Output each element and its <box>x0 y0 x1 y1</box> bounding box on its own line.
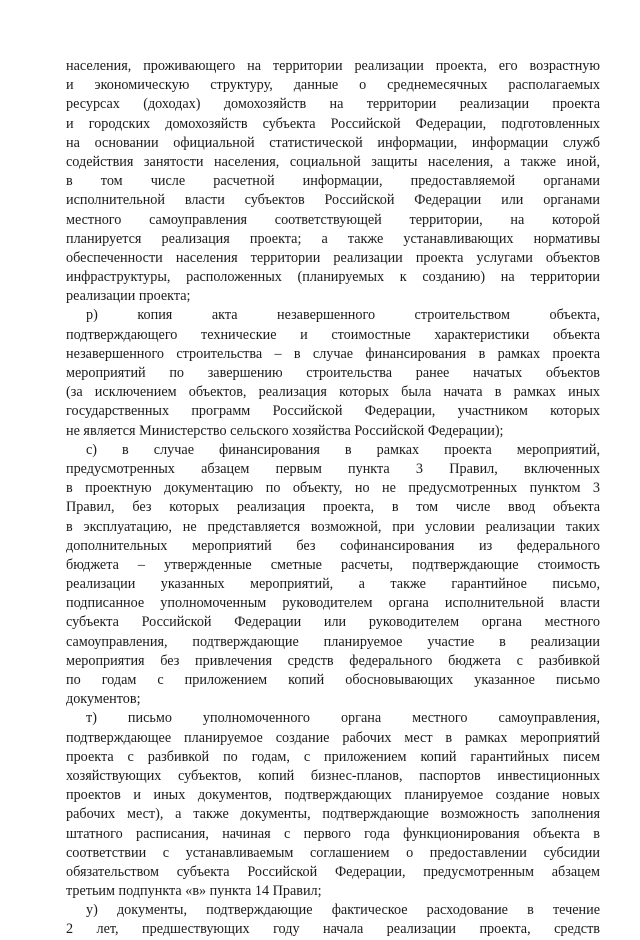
text-line: проекта с разбивкой по годам, с приложением копий гарантийных писем <box>66 748 600 765</box>
text-line: документов; <box>66 691 141 708</box>
text-line: субъекта Российской Федерации или руководителем органа местного <box>66 614 600 631</box>
text-line: подписанное уполномоченным руководителем органа исполнительной власти <box>66 595 600 612</box>
text-line: 2 лет, предшествующих году начала реализации проекта, средств <box>66 921 600 938</box>
text-line: третьим подпункта «в» пункта 14 Правил; <box>66 883 322 900</box>
text-line: в проектную документацию по объекту, но не предусмотренных пунктом 3 <box>66 480 600 497</box>
text-line: незавершенного строительства – в случае финансирования в рамках проекта <box>66 345 600 362</box>
text-line: (за исключением объектов, реализация которых была начата в рамках иных <box>66 384 600 401</box>
text-line: населения, проживающего на территории реализации проекта, его возрастную <box>66 58 600 74</box>
text-line: инфраструктуры, расположенных (планируемых к созданию) на территории <box>66 269 600 286</box>
text-line: хозяйствующих субъектов, копий бизнес-планов, паспортов инвестиционных <box>66 767 600 784</box>
text-line: штатного расписания, начиная с первого года функционирования объекта в <box>66 825 600 842</box>
text-line: исполнительной власти субъектов Российской Федерации или органами <box>66 192 600 209</box>
document-body <box>66 57 600 940</box>
text-line: самоуправления, подтверждающие планируемое участие в реализации <box>66 633 600 650</box>
text-line: подтверждающего технические и стоимостные характеристики объекта <box>66 326 600 343</box>
text-line: у) документы, подтверждающие фактическое расходование в течение <box>86 902 600 919</box>
text-line: местного самоуправления соответствующей территории, на которой <box>66 211 600 228</box>
text-line: мероприятий по завершению строительства ранее начатых объектов <box>66 365 600 381</box>
text-line: в том числе расчетной информации, предоставляемой органами <box>66 173 600 190</box>
text-line: ресурсах (доходах) домохозяйств на территории реализации проекта <box>66 96 600 113</box>
text-line: бюджета – утвержденные сметные расчеты, подтверждающие стоимость <box>66 556 600 573</box>
text-line: обязательством субъекта Российской Федерации, предусмотренным абзацем <box>66 863 600 880</box>
text-line: подтверждающее планируемое создание рабочих мест в рамках мероприятий <box>66 729 600 746</box>
text-line: Правил, без которых реализация проекта, в том числе ввод объекта <box>66 499 600 516</box>
text-line: проектов и иных документов, подтверждающих планируемое создание новых <box>66 787 600 804</box>
text-line: обеспеченности населения территории реализации проекта услугами объектов <box>66 249 600 266</box>
text-line: планируется реализация проекта; а также устанавливающих нормативы <box>66 230 600 247</box>
text-line: предусмотренных абзацем первым пункта 3 Правил, включенных <box>66 460 600 477</box>
text-line: реализации указанных мероприятий, а также гарантийное письмо, <box>66 576 600 593</box>
text-line: мероприятия без привлечения средств федерального бюджета с разбивкой <box>66 652 600 669</box>
text-line: в эксплуатацию, не представляется возможной, при условии реализации таких <box>66 518 600 535</box>
text-line: дополнительных мероприятий без софинансирования из федерального <box>66 537 600 554</box>
text-line: и экономическую структуру, данные о среднемесячных располагаемых <box>66 77 600 94</box>
text-line: соответствии с устанавливаемым соглашением о предоставлении субсидии <box>66 844 600 861</box>
text-line: не является Министерство сельского хозяйства Российской Федерации); <box>66 422 504 439</box>
paragraph-item-s <box>66 441 600 710</box>
paragraph-item-t <box>66 709 600 901</box>
text-line: и городских домохозяйств субъекта Российской Федерации, подготовленных <box>66 115 600 132</box>
text-line: содействия занятости населения, социальной защиты населения, а также иной, <box>66 153 600 170</box>
text-line: государственных программ Российской Федерации, участником которых <box>66 403 600 420</box>
text-line: реализации проекта; <box>66 288 191 305</box>
text-line: рабочих мест), а также документы, подтверждающие возможность заполнения <box>66 806 600 823</box>
text-line: с) в случае финансирования в рамках проекта мероприятий, <box>86 441 600 458</box>
text-line: на основании официальной статистической информации, информации служб <box>66 134 600 151</box>
paragraph-population-data <box>66 57 600 306</box>
paragraph-item-r <box>66 306 600 440</box>
paragraph-item-u <box>66 901 600 939</box>
text-line: р) копия акта незавершенного строительством объекта, <box>86 307 600 324</box>
text-line: по годам с приложением копий обосновывающих указанное письмо <box>66 672 600 688</box>
text-line: т) письмо уполномоченного органа местного самоуправления, <box>86 710 600 727</box>
